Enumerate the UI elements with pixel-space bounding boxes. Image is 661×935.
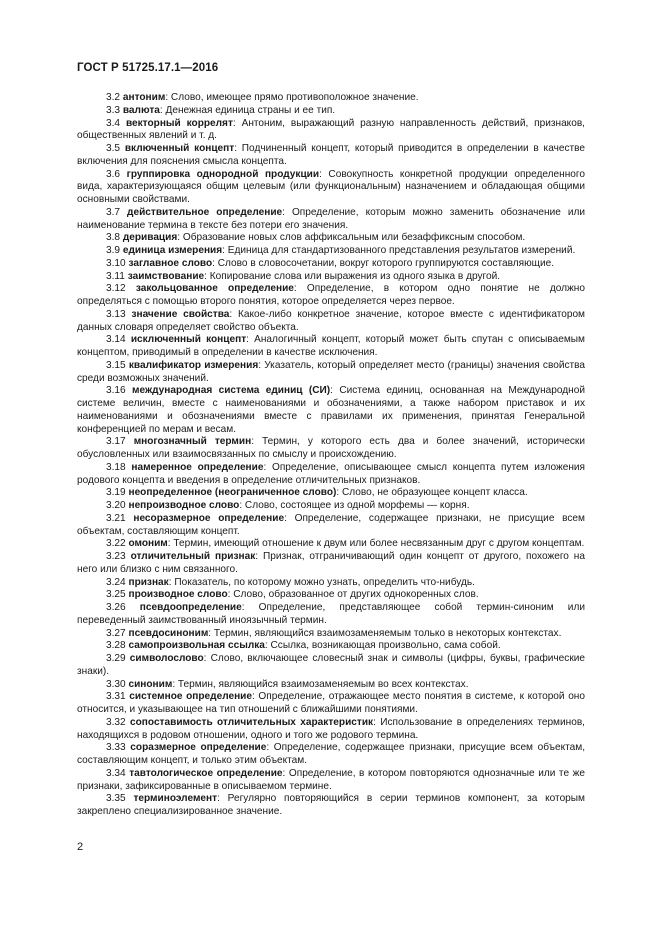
term-definition: : Слово, имеющее прямо противоположное значение.	[165, 92, 419, 103]
page-number: 2	[77, 841, 84, 853]
term-name: системное определение	[129, 691, 252, 703]
term-number: 3.33	[106, 742, 126, 754]
term-number: 3.24	[106, 576, 126, 588]
term-number: 3.15	[106, 359, 126, 371]
term-number: 3.22	[106, 538, 126, 550]
term-definition: : Термин, являющийся взаимозаменяемым во всех контекстах.	[172, 678, 469, 690]
term-entry	[77, 360, 585, 386]
term-number: 3.10	[106, 257, 126, 269]
term-name: тавтологическое определение	[129, 767, 283, 779]
term-definition: : Определение, в котором повторяются однозначные или те же признаки, зафиксированные в описываемом термине.	[77, 767, 585, 792]
term-definition: : Копирование слова или выражения из одного языка в другой.	[204, 270, 501, 282]
term-name: символослово	[129, 653, 204, 664]
term-definition: : Система единиц, основанная на Международной системе величин, вместе с наименованиями и обозначениями, а также набором приставок и их наименованиями и обозначениями вместе с правилами их применения, принятая Генеральной конференцией по мерам и весам.	[77, 385, 585, 435]
term-number: 3.2	[106, 92, 121, 103]
term-definition: : Антоним, выражающий разную направленность действий, признаков, общественных явлений и т. д.	[77, 117, 585, 142]
term-name: синоним	[128, 678, 173, 690]
term-entry	[77, 462, 585, 488]
term-entry	[77, 768, 585, 794]
term-entry	[77, 169, 585, 207]
term-definition: : Определение, отражающее место понятия в системе, к которой оно относится, и указывающее на тип отношений с ближайшими понятиями.	[77, 691, 585, 715]
term-name: непроизводное слово	[128, 500, 240, 511]
term-entry	[77, 628, 585, 641]
term-definition: : Термин, у которого есть два и более значений, исторически обусловленных или взаимосвязанных по смыслу и происхождению.	[77, 436, 585, 460]
term-name: неопределенное (неограниченное слово)	[128, 487, 337, 499]
term-number: 3.19	[106, 487, 126, 499]
term-definition: : Какое-либо конкретное значение, которое вместе с идентификатором данных словаря определяет свойство объекта.	[77, 308, 585, 333]
term-name: закольцованное определение	[135, 283, 294, 295]
term-name: псевдосиноним	[128, 627, 209, 639]
term-number: 3.35	[106, 793, 126, 805]
term-name: международная система единиц (СИ)	[132, 385, 331, 397]
term-definition: : Указатель, который определяет место (границы) значения свойства среди возможных значений.	[77, 359, 586, 384]
term-definition: : Слово, состоящее из одной морфемы — корня.	[239, 500, 470, 511]
term-definition: : Аналогичный концепт, который может быть спутан с описываемым концептом, приводимый в определении в качестве исключения.	[77, 334, 585, 358]
term-number: 3.17	[106, 436, 126, 448]
term-entry	[77, 500, 585, 513]
term-definition: : Термин, имеющий отношение к двум или более несвязанным друг с другом концептам.	[167, 538, 585, 550]
term-entry	[77, 232, 585, 245]
term-name: сопоставимость отличительных характеристик	[130, 716, 374, 728]
term-number: 3.20	[106, 500, 126, 511]
term-name: значение свойства	[131, 308, 230, 320]
term-name: производное слово	[128, 589, 228, 601]
term-entry	[77, 589, 585, 602]
term-name: многозначный термин	[133, 436, 252, 448]
term-number: 3.12	[106, 283, 126, 295]
term-entry	[77, 538, 585, 551]
term-definition: : Совокупность конкретной продукции определенного вида, характеризующаяся общим целевым (или функциональным) назначением и обладающая общими основными свойствами.	[77, 168, 585, 205]
term-definition: : Образование новых слов аффиксальным или безаффиксным способом.	[177, 232, 526, 244]
term-definition: : Слово, включающее словесный знак и символы (цифры, буквы, графические знаки).	[77, 653, 585, 677]
term-definition: : Единица для стандартизованного представления результатов измерений.	[222, 245, 576, 256]
term-definition: : Определение, представляющее собой термин-синоним или переведенный заимствованный иноязычный термин.	[77, 602, 585, 626]
term-definition: : Слово в словосочетании, вокруг которого группируются составляющие.	[212, 257, 555, 269]
terms-list	[77, 92, 585, 819]
term-entry	[77, 334, 585, 360]
term-definition: : Показатель, по которому можно узнать, определить что-нибудь.	[168, 576, 475, 588]
term-definition: : Слово, не образующее концепт класса.	[336, 487, 528, 499]
term-number: 3.25	[106, 589, 126, 601]
term-number: 3.34	[106, 767, 126, 779]
term-name: антоним	[122, 92, 166, 103]
term-entry	[77, 742, 585, 768]
document-header: ГОСТ Р 51725.17.1—2016	[77, 62, 219, 74]
term-number: 3.3	[106, 104, 121, 116]
term-name: единица измерения	[122, 245, 223, 256]
term-entry	[77, 487, 585, 500]
term-name: несоразмерное определение	[133, 512, 285, 524]
term-name: намеренное определение	[131, 461, 264, 473]
term-number: 3.8	[106, 232, 121, 244]
term-definition: : Слово, образованное от других однокоренных слов.	[227, 589, 479, 601]
term-number: 3.11	[106, 270, 125, 282]
term-number: 3.21	[106, 512, 126, 524]
term-entry	[77, 143, 585, 169]
term-name: терминоэлемент	[133, 793, 218, 805]
term-number: 3.31	[106, 691, 126, 703]
term-name: валюта	[122, 104, 160, 116]
term-definition: : Определение, в котором одно понятие не должно определяться с помощью второго понятия, которое определяется через первое.	[77, 283, 585, 307]
term-definition: : Определение, которым можно заменить обозначение или наименование термина в тексте без потери его значения.	[77, 206, 585, 231]
term-entry	[77, 258, 585, 271]
term-name: заглавное слово	[128, 257, 213, 269]
term-name: векторный коррелят	[125, 117, 233, 129]
term-definition: : Определение, содержащее признаки, не присущие всем объектам, составляющим концепт.	[77, 512, 585, 537]
term-number: 3.26	[106, 602, 126, 613]
term-entry	[77, 105, 585, 118]
term-name: включенный концепт	[124, 143, 235, 154]
term-definition: : Денежная единица страны и ее тип.	[159, 104, 336, 116]
term-name: деривация	[122, 232, 178, 244]
term-name: омоним	[128, 538, 168, 550]
term-entry	[77, 717, 585, 743]
term-name: соразмерное определение	[130, 742, 267, 754]
term-definition: : Регулярно повторяющийся в серии терминов компонент, за которым закреплено специализированное значение.	[77, 793, 585, 817]
term-name: действительное определение	[127, 206, 283, 218]
term-definition: : Определение, описывающее смысл концепта путем изложения родового концепта и введения в определение отличительных признаков.	[77, 461, 586, 486]
term-number: 3.30	[106, 678, 126, 690]
term-entry	[77, 118, 585, 144]
term-number: 3.14	[106, 334, 126, 346]
term-entry	[77, 793, 585, 819]
term-definition: : Подчиненный концепт, который приводится в определении в качестве включения для пояснения смысла концепта.	[77, 143, 585, 167]
term-name: самопроизвольная ссылка	[128, 640, 265, 652]
term-entry	[77, 207, 585, 233]
term-definition: : Термин, являющийся взаимозаменяемым только в некоторых контекстах.	[208, 627, 562, 639]
term-number: 3.7	[106, 206, 121, 218]
term-name: псевдоопределение	[139, 602, 242, 613]
term-entry	[77, 602, 585, 628]
term-entry	[77, 640, 585, 653]
term-entry	[77, 577, 585, 590]
term-number: 3.27	[106, 627, 126, 639]
term-definition: : Признак, отграничивающий один концепт от другого, похожего на него или близко с ним связанного.	[77, 551, 585, 575]
term-number: 3.16	[106, 385, 126, 397]
term-definition: : Ссылка, возникающая произвольно, сама собой.	[264, 640, 501, 652]
term-name: отличительный признак	[130, 551, 256, 562]
term-entry	[77, 92, 585, 105]
term-entry	[77, 385, 585, 436]
term-entry	[77, 513, 585, 539]
term-number: 3.5	[106, 143, 121, 154]
term-number: 3.18	[106, 461, 126, 473]
term-entry	[77, 309, 585, 335]
term-entry	[77, 691, 585, 717]
term-number: 3.9	[106, 245, 121, 256]
term-entry	[77, 245, 585, 258]
term-entry	[77, 271, 585, 284]
term-number: 3.29	[106, 653, 126, 664]
term-entry	[77, 679, 585, 692]
term-entry	[77, 551, 585, 577]
term-number: 3.6	[106, 168, 121, 180]
term-number: 3.32	[106, 716, 126, 728]
term-number: 3.4	[106, 117, 121, 129]
term-number: 3.28	[106, 640, 126, 652]
term-definition: : Определение, содержащее признаки, присущие всем объектам, составляющим концепт, и только этим объектам.	[77, 742, 586, 766]
term-name: признак	[128, 576, 169, 588]
term-name: заимствование	[127, 270, 205, 282]
term-number: 3.13	[106, 308, 126, 320]
term-entry	[77, 436, 585, 462]
term-definition: : Использование в определениях терминов, находящихся в родовом отношении, одного и того же родового термина.	[77, 716, 585, 741]
term-name: исключенный концепт	[130, 334, 247, 346]
term-entry	[77, 283, 585, 309]
term-entry	[77, 653, 585, 679]
term-name: квалификатор измерения	[128, 359, 259, 371]
term-number: 3.23	[106, 551, 126, 562]
term-name: группировка однородной продукции	[126, 168, 320, 180]
